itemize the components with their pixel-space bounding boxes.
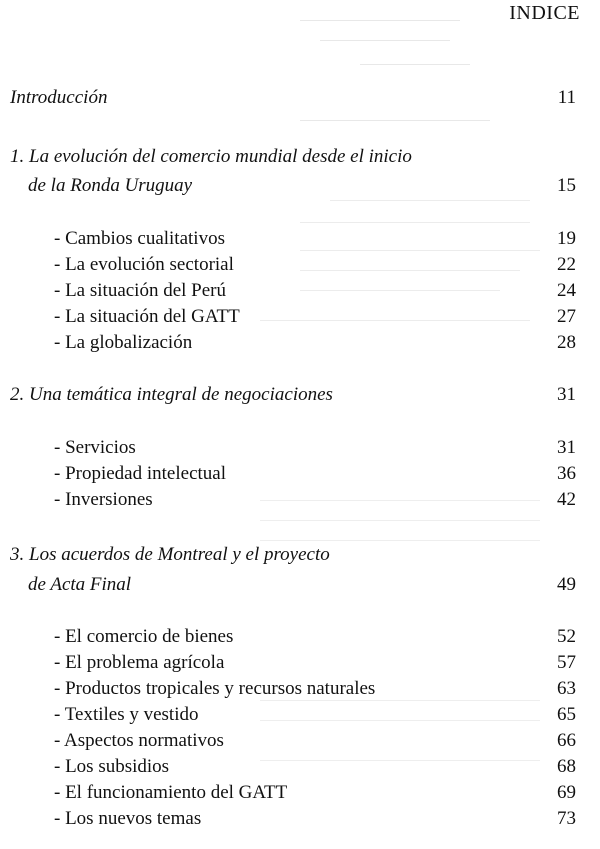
- toc-page-number: 73: [557, 808, 576, 829]
- toc-page-number: 57: [557, 652, 576, 673]
- toc-page-number: 31: [557, 384, 576, 405]
- page-heading: INDICE: [509, 2, 580, 24]
- toc-item-label: - Inversiones: [54, 489, 153, 510]
- toc-item-label: - El funcionamiento del GATT: [54, 782, 288, 803]
- toc-page-number: 66: [557, 730, 576, 751]
- toc-page-number: 52: [557, 626, 576, 647]
- toc-title: 2. Una temática integral de negociaciones: [10, 384, 333, 405]
- toc-item-label: - El comercio de bienes: [54, 626, 234, 647]
- toc-page-number: 31: [557, 437, 576, 458]
- toc-title: 1. La evolución del comercio mundial desde el inicio: [10, 146, 412, 167]
- toc-item-label: - Propiedad intelectual: [54, 463, 226, 484]
- toc-page-number: 36: [557, 463, 576, 484]
- toc-item-label: - La situación del Perú: [54, 280, 227, 301]
- toc-page-number: 63: [557, 678, 576, 699]
- toc-page-number: 15: [557, 175, 576, 196]
- toc-item-label: - Textiles y vestido: [54, 704, 199, 725]
- toc-item-label: - Aspectos normativos: [54, 730, 224, 751]
- toc-item-label: - La evolución sectorial: [54, 254, 234, 275]
- toc-item-label: - Los nuevos temas: [54, 808, 202, 829]
- toc-item-label: - La situación del GATT: [54, 306, 240, 327]
- toc-item-label: - La globalización: [54, 332, 193, 353]
- toc-page-number: 49: [557, 574, 576, 595]
- toc-page-number: 19: [557, 228, 576, 249]
- toc-title-continued: de Acta Final: [28, 574, 132, 595]
- toc-page-number: 68: [557, 756, 576, 777]
- toc-item-label: - Servicios: [54, 437, 136, 458]
- toc-page-number: 22: [557, 254, 576, 275]
- toc-item-label: - Productos tropicales y recursos naturales: [54, 678, 376, 699]
- toc-title: Introducción: [10, 87, 108, 108]
- toc-title-continued: de la Ronda Uruguay: [28, 175, 193, 196]
- toc-page-number: 24: [557, 280, 576, 301]
- toc-page-number: 28: [557, 332, 576, 353]
- toc-item-label: - El problema agrícola: [54, 652, 225, 673]
- toc-page-number: 65: [557, 704, 576, 725]
- toc-item-label: - Cambios cualitativos: [54, 228, 225, 249]
- toc-title: 3. Los acuerdos de Montreal y el proyecto: [10, 544, 330, 565]
- toc-page-number: 69: [557, 782, 576, 803]
- toc-item-label: - Los subsidios: [54, 756, 170, 777]
- toc-page-number: 42: [557, 489, 576, 510]
- toc-page-number: 11: [557, 87, 576, 108]
- toc-page-number: 27: [557, 306, 576, 327]
